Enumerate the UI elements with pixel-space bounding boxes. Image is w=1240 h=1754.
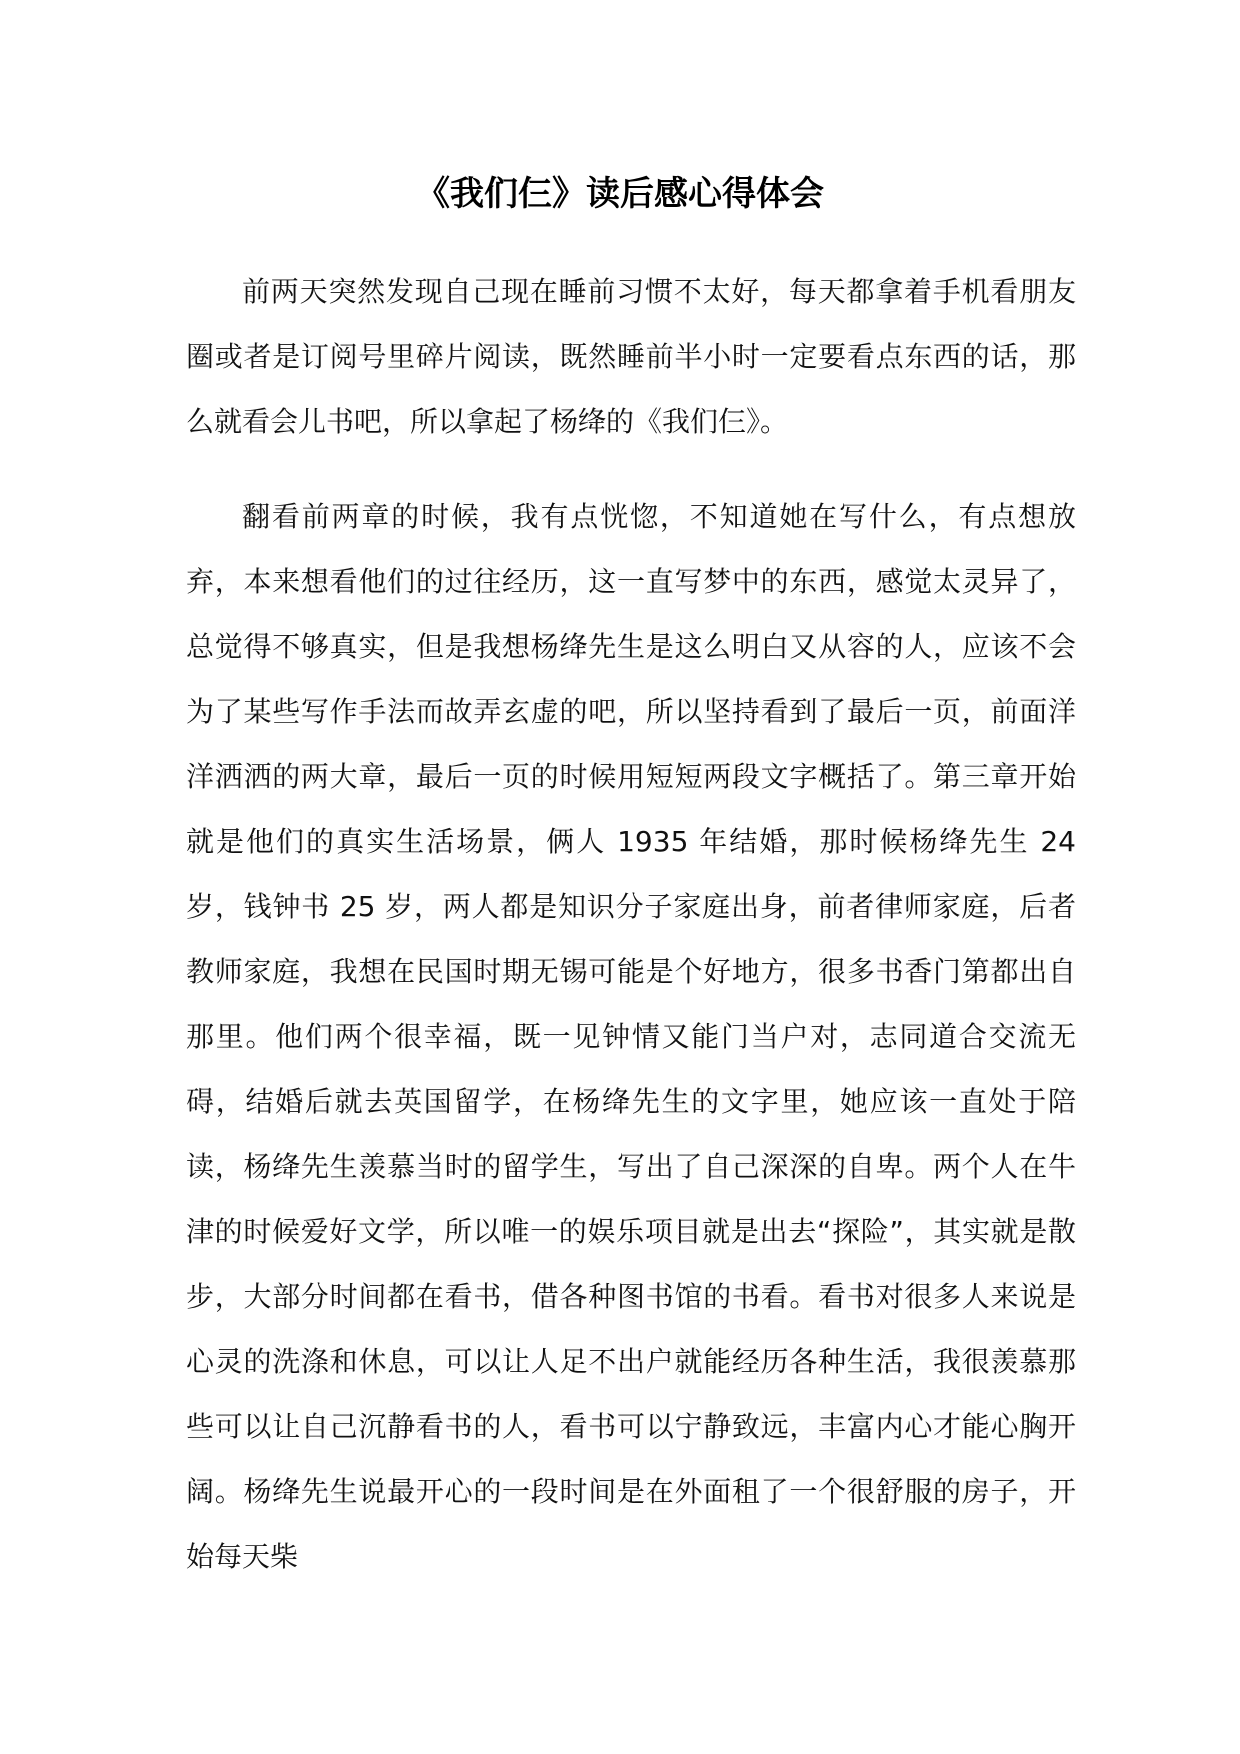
paragraph-2: 翻看前两章的时候，我有点恍惚，不知道她在写什么，有点想放弃，本来想看他们的过往经历，这一直写梦中的东西，感觉太灵异了，总觉得不够真实，但是我想杨绛先生是这么明白又从容的人，应该不会为了某些写作手法而故弄玄虚的吧，所以坚持看到了最后一页，前面洋洋洒洒的两大章，最后一页的时候用短短两段文字概括了。第三章开始就是他们的真实生活场景，俩人 1935 年结婚，那时候杨绛先生 24 岁，钱钟书 25 岁，两人都是知识分子家庭出身，前者律师家庭，后者教师家庭，我想在民国时期无锡可能是个好地方，很多书香门第都出自那里。他们两个很幸福，既一见钟情又能门当户对，志同道合交流无碍，结婚后就去英国留学，在杨绛先生的文字里，她应该一直处于陪读，杨绛先生羡慕当时的留学生，写出了自己深深的自卑。两个人在牛津的时候爱好文学，所以唯一的娱乐项目就是出去“探险”，其实就是散步，大部分时间都在看书，借各种图书馆的书看。看书对很多人来说是心灵的洗涤和休息，可以让人足不出户就能经历各种生活，我很羡慕那些可以让自己沉静看书的人，看书可以宁静致远，丰富内心才能心胸开阔。杨绛先生说最开心的一段时间是在外面租了一个很舒服的房子，开始每天柴 — [186, 500, 1076, 1573]
document-title: 《我们仨》读后感心得体会 — [416, 174, 824, 214]
paragraph-1: 前两天突然发现自己现在睡前习惯不太好，每天都拿着手机看朋友圈或者是订阅号里碎片阅读，既然睡前半小时一定要看点东西的话，那么就看会儿书吧，所以拿起了杨绛的《我们仨》。 — [186, 275, 1076, 438]
